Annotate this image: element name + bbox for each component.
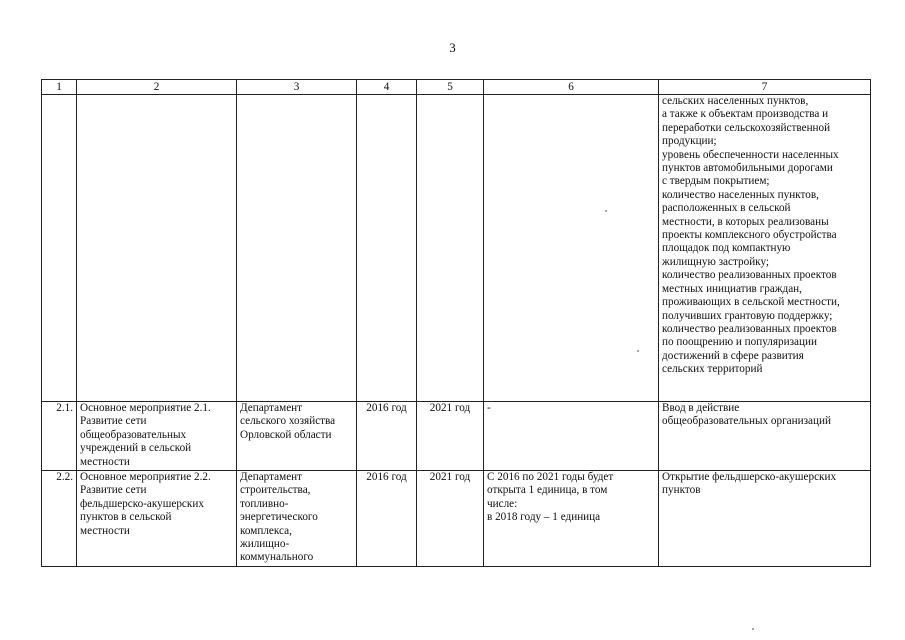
activity-line: местности (80, 455, 130, 468)
activity-line: Основное мероприятие 2.1. (80, 402, 211, 414)
indicator-line: площадок под компактную (662, 242, 791, 255)
table-row-continuation (42, 95, 871, 402)
column-header-1: 1 (42, 80, 77, 95)
indicator-line: Ввод в действие (662, 402, 740, 414)
table-row-2-1 (42, 402, 871, 471)
indicator-line: жилищную застройку; (662, 255, 770, 268)
result-line: открыта 1 единица, в том (487, 484, 608, 497)
indicator-line: по поощрению и популяризации (662, 336, 817, 349)
cell-executor (237, 471, 357, 567)
activity-line: местности (80, 524, 130, 537)
indicator-line: с твердым покрытием; (662, 175, 770, 188)
cell-indicators (659, 95, 871, 402)
cell-start-empty (357, 95, 417, 402)
cell-indicators (659, 402, 871, 471)
executor-line: строительства, (240, 484, 311, 497)
table-header-row (42, 80, 871, 95)
cell-start-year: 2016 год (357, 402, 417, 471)
cell-result (484, 402, 659, 471)
executor-line: жилищно- (240, 538, 290, 551)
result-line: С 2016 по 2021 годы будет (487, 471, 614, 483)
table-row-2-2 (42, 471, 871, 567)
indicator-line: Открытие фельдшерско-акушерских (662, 471, 837, 483)
cell-activity-empty (77, 95, 237, 402)
activity-line: учреждений в сельской (80, 442, 192, 455)
activity-line: фельдшерско-акушерских (80, 497, 204, 510)
program-activities-table (41, 79, 871, 567)
indicator-line: сельских населенных пунктов, (662, 95, 809, 107)
executor-line: сельского хозяйства (240, 415, 336, 428)
indicator-line: проекты комплексного обустройства (662, 229, 837, 242)
executor-line: коммунального (240, 551, 314, 564)
indicator-line: количество реализованных проектов (662, 322, 837, 335)
column-header-4: 4 (357, 80, 417, 95)
indicator-line: получивших грантовую поддержку; (662, 309, 833, 322)
indicator-line: количество населенных пунктов, (662, 188, 819, 201)
cell-end-year: 2021 год (417, 402, 484, 471)
executor-line: комплекса, (240, 524, 292, 537)
result-line: в 2018 году – 1 единица (487, 511, 601, 524)
executor-line: Департамент (240, 402, 303, 414)
indicator-line: количество реализованных проектов (662, 269, 837, 282)
activity-line: Основное мероприятие 2.2. (80, 471, 211, 483)
column-header-2: 2 (77, 80, 237, 95)
column-header-3: 3 (237, 80, 357, 95)
indicator-line: проживающих в сельской местности, (662, 296, 840, 309)
indicator-line: местности, в которых реализованы (662, 215, 829, 228)
cell-indicators (659, 471, 871, 567)
indicator-line: пунктов автомобильными дорогами (662, 162, 833, 175)
scan-speck (752, 628, 754, 630)
indicator-line: переработки сельскохозяйственной (662, 121, 831, 134)
scan-speck (637, 350, 639, 352)
indicator-line: а также к объектам производства и (662, 108, 829, 121)
executor-line: Орловской области (240, 428, 332, 441)
result-line: числе: (487, 497, 518, 510)
indicator-line: пунктов (662, 484, 701, 497)
page-number: 3 (449, 40, 456, 55)
column-header-7: 7 (659, 80, 871, 95)
cell-activity (77, 471, 237, 567)
cell-result-empty (484, 95, 659, 402)
cell-num: 2.1. (42, 402, 77, 471)
cell-executor-empty (237, 95, 357, 402)
cell-end-empty (417, 95, 484, 402)
column-header-5: 5 (417, 80, 484, 95)
result-line: - (487, 402, 491, 414)
indicator-line: местных инициатив граждан, (662, 282, 802, 295)
column-header-6: 6 (484, 80, 659, 95)
executor-line: Департамент (240, 471, 303, 483)
activity-line: пунктов в сельской (80, 511, 172, 524)
activity-line: Развитие сети (80, 415, 147, 428)
indicator-line: уровень обеспеченности населенных (662, 148, 839, 161)
executor-line: топливно- (240, 497, 289, 510)
executor-line: энергетического (240, 511, 318, 524)
activity-line: Развитие сети (80, 484, 147, 497)
cell-executor (237, 402, 357, 471)
cell-start-year: 2016 год (357, 471, 417, 567)
cell-activity (77, 402, 237, 471)
indicator-line: общеобразовательных организаций (662, 415, 831, 428)
indicator-line: расположенных в сельской (662, 202, 791, 215)
cell-end-year: 2021 год (417, 471, 484, 567)
cell-result (484, 471, 659, 567)
cell-num-empty (42, 95, 77, 402)
cell-num: 2.2. (42, 471, 77, 567)
activity-line: общеобразовательных (80, 428, 187, 441)
indicator-line: сельских территорий (662, 363, 763, 376)
indicator-line: продукции; (662, 135, 717, 148)
indicator-line: достижений в сфере развития (662, 349, 804, 362)
scan-speck (605, 210, 607, 212)
